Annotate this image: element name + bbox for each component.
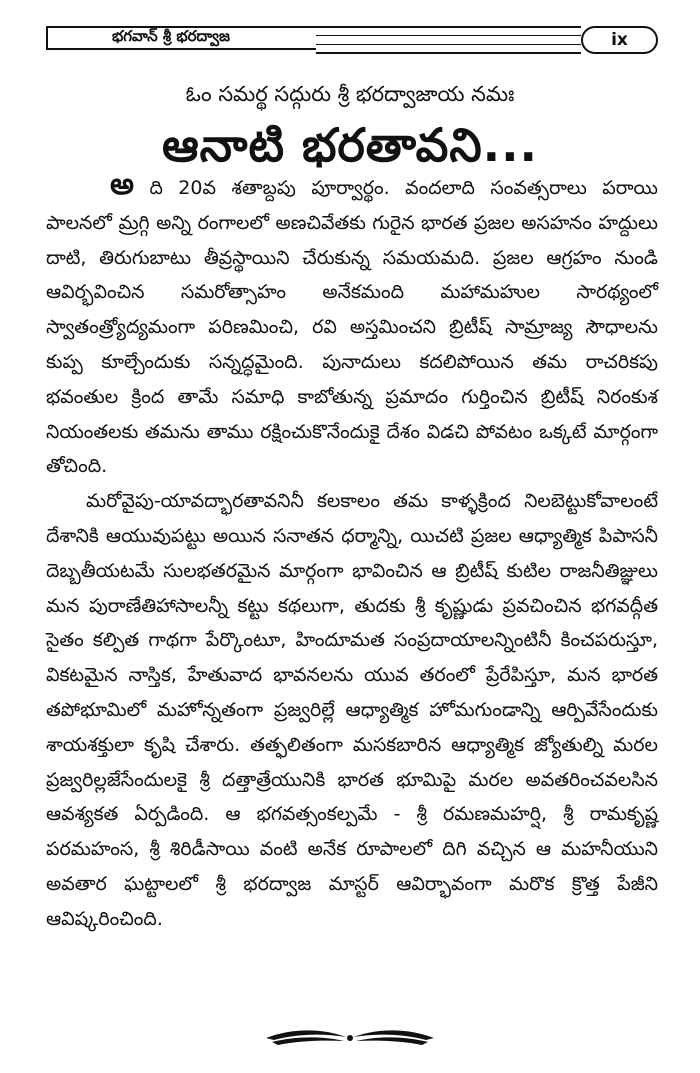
drop-cap: అ [110,167,134,202]
page-number: ix [581,26,658,54]
chapter-title: ఆనాటి భరతావని... [161,118,539,172]
invocation-line: ఓం సమర్థ సద్గురు శ్రీ భరద్వాజాయ నమః [185,82,515,106]
running-header [46,26,658,54]
running-title-box [46,26,316,50]
body-text [46,167,658,937]
header-rule-lines [316,26,581,54]
paragraph-2 [46,484,658,936]
flourish-ornament-icon [262,1024,438,1050]
running-title: భగవాన్ శ్రీ భరద్వాజ [112,27,230,45]
paragraph-1 [46,167,658,484]
paragraph-2-text: మరోవైపు-యావద్భారతావనినీ కలకాలం తమ కాళ్ళక్రింద నిలబెట్టుకోవాలంటే దేశానికి ఆయువుపట్టు అయిన సనాతన ధర్మాన్ని, యిచటి ప్రజల ఆధ్యాత్మిక పిపాసనీ దెబ్బతీయటమే సులభతరమైన మార్గంగా భావించిన ఆ బ్రిటీష్ కుటిల రాజనీతిజ్ఞులు మన పురాణేతిహాసాలన్నీ కట్టు కథలుగా, తుదకు శ్రీ కృష్ణుడు ప్రవచించిన భగవద్గీత సైతం కల్పిత గాథగా పేర్కొంటూ, హిందూమత సంప్రదాయాలన్నింటినీ కించపరుస్తూ, వికటమైన నాస్తిక, హేతువాద భావనలను యువ తరంలో ప్రేరేపిస్తూ, మన భారత తపోభూమిలో మహోన్నతంగా ప్రజ్వరిల్లే ఆధ్యాత్మిక హోమగుండాన్ని ఆర్పివేసేందుకు శాయశక్తులా కృషి చేశారు. తత్ఫలితంగా మసకబారిన ఆధ్యాత్మిక జ్యోతుల్ని మరల ప్రజ్వరిల్లజేసేందులకై శ్రీ దత్తాత్రేయునికి భారత భూమిపై మరల అవతరించవలసిన ఆవశ్యకత ఏర్పడింది. ఆ భగవత్సంకల్పమే - శ్రీ రమణమహర్షి, శ్రీ రామకృష్ణ పరమహంస, శ్రీ శిరిడీసాయి వంటి అనేక రూపాలలో దిగి వచ్చిన ఆ మహనీయుని అవతార ఘట్టాలలో శ్రీ భరద్వాజ మాస్టర్ ఆవిర్భావంగా మరొక క్రొత్త పేజీని ఆవిష్కరించింది. [46,490,658,930]
paragraph-1-text: ది 20వ శతాబ్దపు పూర్వార్థం. వందలాది సంవత్సరాలు పరాయి పాలనలో మ్రగ్గి అన్ని రంగాలలో అణచివేతకు గురైన భారత ప్రజల అసహనం హద్దులు దాటి, తిరుగుబాటు తీవ్రస్థాయిని చేరుకున్న సమయమది. ప్రజల ఆగ్రహం నుండి ఆవిర్భవించిన సమరోత్సాహం అనేకమంది మహామహుల సారథ్యంలో స్వాతంత్ర్యోద్యమంగా పరిణమించి, రవి అస్తమించని బ్రిటీష్ సామ్రాజ్య సౌధాలను కుప్ప కూల్చేందుకు సన్నద్ధమైంది. పునాదులు కదలిపోయిన తమ రాచరికపు భవంతుల క్రింద తామే సమాధి కాబోతున్న ప్రమాదం గుర్తించిన బ్రిటీష్ నిరంకుశ నియంతలకు తమను తాము రక్షించుకొనేందుకై దేశం విడచి పోవటం ఒక్కటే మార్గంగా తోచింది. [46,177,658,478]
